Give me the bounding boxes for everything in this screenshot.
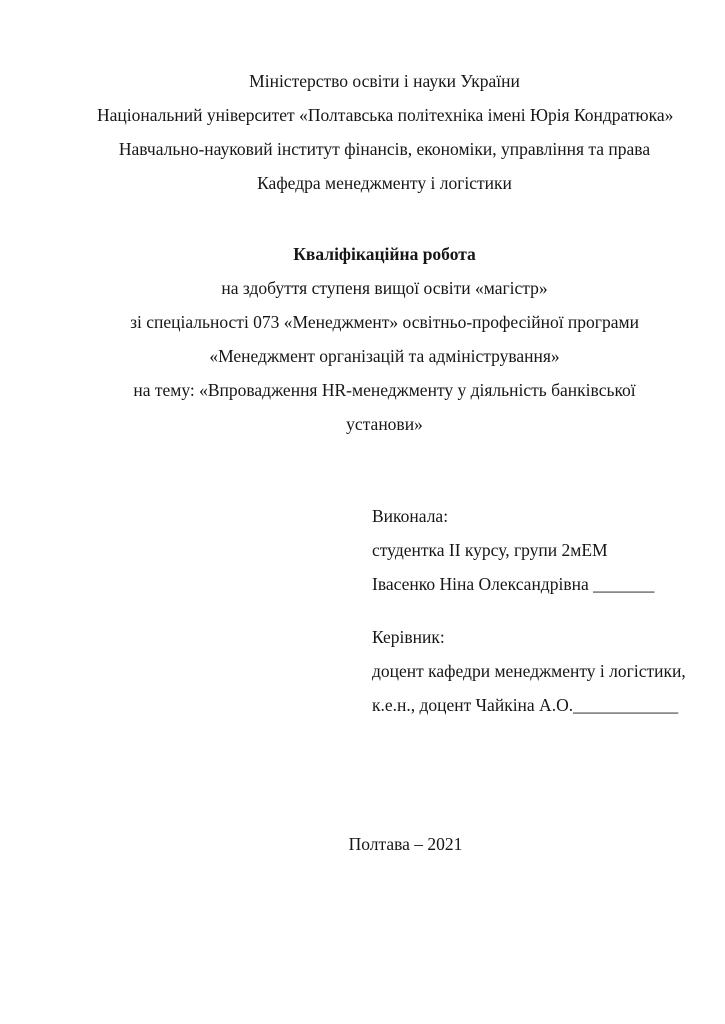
executor-label: Виконала: [372, 506, 449, 526]
executor-course-line: студентка ІІ курсу, групи 2мЕМ [372, 540, 608, 560]
title-program-line: «Менеджмент організацій та адміністрування» [209, 346, 560, 366]
work-type-heading: Кваліфікаційна робота [293, 244, 476, 264]
title-specialty-line: зі спеціальності 073 «Менеджмент» освітньо-професійної програми [130, 312, 639, 332]
institute-line: Навчально-науковий інститут фінансів, економіки, управління та права [118, 139, 651, 159]
university-line: Національний університет «Полтавська політехніка імені Юрія Кондратюка» [97, 105, 674, 125]
work-title-block [97, 237, 672, 441]
title-topic-line-1: на тему: «Впровадження HR-менеджменту у діяльність банківської [133, 380, 636, 400]
title-topic-line-2: установи» [346, 414, 423, 434]
title-degree-line: на здобуття ступеня вищої освіти «магістр» [221, 278, 548, 298]
supervisor-signature-line: к.е.н., доцент Чайкіна А.О.____________ [372, 695, 679, 715]
institution-header [97, 64, 672, 200]
executor-block [372, 499, 654, 601]
department-line: Кафедра менеджменту і логістики [257, 173, 512, 193]
ministry-line: Міністерство освіти і науки України [249, 71, 520, 91]
footer [118, 827, 693, 861]
supervisor-block [372, 620, 686, 722]
supervisor-label: Керівник: [372, 627, 445, 647]
city-year-line: Полтава – 2021 [348, 834, 463, 854]
executor-signature-line: Івасенко Ніна Олександрівна _______ [372, 574, 655, 594]
supervisor-position-line: доцент кафедри менеджменту і логістики, [372, 661, 686, 681]
